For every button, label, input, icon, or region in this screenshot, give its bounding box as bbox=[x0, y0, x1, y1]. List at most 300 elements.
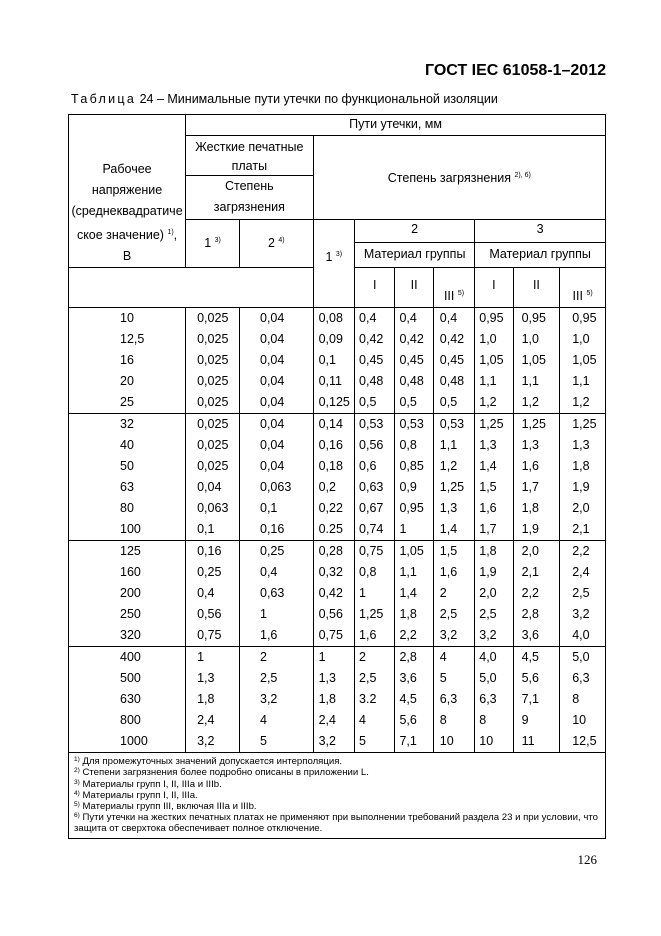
value-cell bbox=[186, 541, 240, 647]
creepage-value: 0,125 bbox=[318, 395, 350, 410]
creepage-value: 1,7 bbox=[521, 480, 539, 495]
creepage-value: 3,2 bbox=[197, 734, 215, 749]
creepage-value: 2,5 bbox=[572, 586, 590, 601]
creepage-value: 2,5 bbox=[359, 671, 377, 686]
creepage-value: 0,53 bbox=[359, 417, 384, 432]
creepage-value: 1,25 bbox=[521, 417, 546, 432]
creepage-value: 3,2 bbox=[318, 734, 336, 749]
value-cell bbox=[433, 647, 474, 753]
value-cell bbox=[313, 308, 354, 414]
mat-II-3: II bbox=[513, 268, 560, 308]
creepage-value: 6,3 bbox=[479, 692, 497, 707]
voltage-value: 100 bbox=[120, 522, 141, 537]
creepage-value: 0,4 bbox=[260, 565, 278, 580]
creepage-value: 0,25 bbox=[260, 544, 285, 559]
creepage-value: 0,4 bbox=[359, 311, 377, 326]
creepage-table bbox=[68, 114, 606, 839]
creepage-value: 5,0 bbox=[572, 650, 590, 665]
creepage-value: 1 bbox=[359, 586, 366, 601]
caption-text: 24 – Минимальные пути утечки по функциональной изоляции bbox=[136, 92, 498, 106]
voltage-value: 80 bbox=[120, 501, 134, 516]
voltage-value: 630 bbox=[120, 692, 141, 707]
creepage-value: 12,5 bbox=[572, 734, 597, 749]
value-cell bbox=[355, 308, 395, 414]
creepage-value: 0,4 bbox=[399, 311, 417, 326]
creepage-value: 0,18 bbox=[318, 459, 343, 474]
degree-3-header: 3 bbox=[475, 220, 606, 243]
creepage-value: 1 bbox=[260, 607, 267, 622]
creepage-value: 1,25 bbox=[572, 417, 597, 432]
creepage-value: 0,56 bbox=[197, 607, 222, 622]
creepage-value: 7,1 bbox=[399, 734, 417, 749]
creepage-value: 1,0 bbox=[572, 332, 590, 347]
value-cell bbox=[355, 414, 395, 541]
value-cell bbox=[240, 647, 314, 753]
creepage-value: 3,6 bbox=[521, 628, 539, 643]
creepage-value: 1 bbox=[197, 650, 205, 665]
creepage-value: 1,05 bbox=[479, 353, 504, 368]
mat-I-3: I bbox=[475, 268, 513, 308]
rigid-degree-line: Степень bbox=[186, 175, 312, 196]
footnote bbox=[74, 801, 602, 812]
creepage-value: 2,2 bbox=[399, 628, 417, 643]
creepage-value: 1,5 bbox=[479, 480, 497, 495]
creepage-value: 1,1 bbox=[439, 438, 458, 453]
voltage-label-line: Рабочее bbox=[102, 162, 152, 176]
creepage-value: 3,2 bbox=[572, 607, 590, 622]
voltage-value: 63 bbox=[120, 480, 134, 495]
voltage-header bbox=[69, 115, 186, 268]
creepage-value: 1,9 bbox=[572, 480, 590, 495]
footnote bbox=[74, 779, 602, 790]
footnote-text: Для промежуточных значений допускается интерполяция. bbox=[82, 756, 343, 768]
creepage-value: 0,95 bbox=[521, 311, 546, 326]
creepage-value: 3,2 bbox=[479, 628, 497, 643]
col-rigid-2: 2 $^{4)}$ bbox=[240, 220, 314, 268]
creepage-value: 0,8 bbox=[399, 438, 417, 453]
creepage-value: 5 bbox=[359, 734, 366, 749]
creepage-value: 1,1 bbox=[479, 374, 497, 389]
rigid-degree-line: загрязнения bbox=[213, 200, 285, 214]
footnote-number: 2) bbox=[74, 767, 80, 775]
value-cell bbox=[560, 414, 606, 541]
creepage-value: 5 bbox=[439, 671, 447, 686]
creepage-value: 0,25 bbox=[197, 565, 222, 580]
creepage-value: 2,8 bbox=[399, 650, 417, 665]
voltage-value: 250 bbox=[120, 607, 141, 622]
creepage-value: 2,1 bbox=[521, 565, 539, 580]
creepage-value: 0,025 bbox=[197, 417, 229, 432]
voltage-value: 125 bbox=[120, 544, 141, 559]
creepage-value: 6,3 bbox=[572, 671, 590, 686]
value-cell bbox=[313, 541, 354, 647]
value-cell bbox=[186, 647, 240, 753]
value-cell bbox=[395, 647, 433, 753]
rigid-boards-line: Жесткие печатные bbox=[195, 140, 304, 154]
creepage-value: 0,025 bbox=[197, 438, 229, 453]
creepage-value: 0,56 bbox=[359, 438, 384, 453]
creepage-value: 0,063 bbox=[260, 480, 292, 495]
creepage-value: 7,1 bbox=[521, 692, 539, 707]
voltage-value: 200 bbox=[120, 586, 141, 601]
value-cell bbox=[395, 308, 433, 414]
table-body bbox=[69, 308, 606, 753]
value-cell bbox=[433, 541, 474, 647]
creepage-value: 1,8 bbox=[399, 607, 417, 622]
value-cell bbox=[395, 541, 433, 647]
creepage-value: 2,8 bbox=[521, 607, 539, 622]
header-spacer bbox=[69, 268, 314, 308]
creepage-value: 1,2 bbox=[521, 395, 539, 410]
footnote-text: Пути утечки на жестких печатных платах не применяют при выполнении требований раздела 23 и при условии, что защита от сверхтока обеспечивает полное отключение. bbox=[74, 812, 598, 835]
creepage-value: 0,8 bbox=[359, 565, 377, 580]
voltage-cell bbox=[69, 414, 186, 541]
creepage-value: 0,45 bbox=[399, 353, 424, 368]
value-cell bbox=[560, 541, 606, 647]
value-cell bbox=[433, 414, 474, 541]
creepage-value: 0,04 bbox=[260, 311, 285, 326]
voltage-value: 20 bbox=[120, 374, 134, 389]
creepage-value: 1,0 bbox=[521, 332, 539, 347]
creepage-value: 5 bbox=[260, 734, 267, 749]
material-group-header-3: Материал группы bbox=[475, 243, 606, 268]
value-cell bbox=[560, 308, 606, 414]
creepage-value: 1 bbox=[399, 522, 407, 537]
creepage-value: 0,75 bbox=[197, 628, 222, 643]
footnote-number: 1) bbox=[74, 756, 80, 764]
creepage-value: 0,22 bbox=[318, 501, 343, 516]
creepage-value: 0,6 bbox=[359, 459, 377, 474]
voltage-label-line: ское значение) $^{1)}$, bbox=[76, 228, 178, 243]
creepage-value: 1,05 bbox=[572, 353, 597, 368]
value-cell bbox=[475, 541, 513, 647]
voltage-value: 25 bbox=[120, 395, 134, 410]
creepage-value: 0,4 bbox=[197, 586, 215, 601]
creepage-value: 1,8 bbox=[521, 501, 539, 516]
creepage-value: 1,6 bbox=[260, 628, 278, 643]
creepage-value: 1,8 bbox=[479, 544, 497, 559]
footnote bbox=[74, 812, 602, 834]
footnote bbox=[74, 767, 602, 778]
creepage-value: 1,8 bbox=[318, 692, 336, 707]
creepage-value: 0,04 bbox=[260, 353, 285, 368]
creepage-value: 1,25 bbox=[479, 417, 504, 432]
creepage-value: 1,9 bbox=[479, 565, 497, 580]
voltage-value: 500 bbox=[120, 671, 141, 686]
creepage-value: 9 bbox=[521, 713, 529, 728]
creepage-value: 0,85 bbox=[399, 459, 424, 474]
table-row-group bbox=[69, 647, 606, 753]
creepage-value: 1,7 bbox=[479, 522, 497, 537]
creepage-value: 2,4 bbox=[318, 713, 336, 728]
mat-III-2: III $^{5)}$ bbox=[433, 268, 474, 308]
creepage-value: 5,6 bbox=[521, 671, 539, 686]
creepage-value: 1,6 bbox=[479, 501, 497, 516]
creepage-value: 2,4 bbox=[572, 565, 590, 580]
creepage-value: 0,025 bbox=[197, 332, 229, 347]
document-standard-header: ГОСТ IEC 61058-1–2012 bbox=[424, 62, 606, 79]
voltage-value: 32 bbox=[120, 417, 134, 432]
rigid-boards-line: платы bbox=[231, 159, 268, 173]
value-cell bbox=[313, 647, 354, 753]
value-cell bbox=[560, 647, 606, 753]
creepage-value: 0,9 bbox=[399, 480, 417, 495]
creepage-value: 1,3 bbox=[479, 438, 497, 453]
creepage-value: 0,04 bbox=[260, 395, 285, 410]
creepage-value: 5,6 bbox=[399, 713, 417, 728]
creepage-value: 0,04 bbox=[260, 459, 285, 474]
value-cell bbox=[513, 308, 560, 414]
creepage-value: 1,3 bbox=[439, 501, 458, 516]
voltage-value: 12,5 bbox=[120, 332, 145, 347]
creepage-value: 8 bbox=[439, 713, 447, 728]
creepage-value: 0,063 bbox=[197, 501, 229, 516]
creepage-value: 1,3 bbox=[521, 438, 539, 453]
creepage-value: 0,95 bbox=[479, 311, 504, 326]
creepage-value: 1,2 bbox=[479, 395, 497, 410]
footnote-number: 5) bbox=[74, 800, 80, 808]
value-cell bbox=[313, 414, 354, 541]
value-cell bbox=[433, 308, 474, 414]
creepage-value: 0,63 bbox=[359, 480, 384, 495]
voltage-value: 16 bbox=[120, 353, 134, 368]
creepage-value: 1,25 bbox=[439, 480, 465, 495]
footnote-number: 6) bbox=[74, 812, 80, 820]
creepage-value: 0,04 bbox=[197, 480, 222, 495]
mat-I-2: I bbox=[355, 268, 395, 308]
creepage-value: 0,53 bbox=[399, 417, 424, 432]
creepage-value: 0,45 bbox=[439, 353, 465, 368]
material-group-header-2: Материал группы bbox=[355, 243, 475, 268]
value-cell bbox=[240, 414, 314, 541]
value-cell bbox=[355, 647, 395, 753]
creepage-value: 4,0 bbox=[479, 650, 497, 665]
creepage-value: 0,32 bbox=[318, 565, 343, 580]
creepage-value: 0,04 bbox=[260, 417, 285, 432]
creepage-value: 2,5 bbox=[260, 671, 278, 686]
mat-III-3: III $^{5)}$ bbox=[560, 268, 606, 308]
voltage-value: 40 bbox=[120, 438, 134, 453]
creepage-value: 0,42 bbox=[439, 332, 465, 347]
creepage-value: 10 bbox=[572, 713, 587, 728]
value-cell bbox=[240, 541, 314, 647]
creepage-value: 0,1 bbox=[260, 501, 278, 516]
creepage-value: 1,3 bbox=[572, 438, 590, 453]
creepage-value: 6,3 bbox=[439, 692, 458, 707]
voltage-label-line: (среднеквадратиче bbox=[71, 204, 183, 218]
creepage-value: 5,0 bbox=[479, 671, 497, 686]
creepage-value: 1,4 bbox=[439, 522, 458, 537]
creepage-value: 0,63 bbox=[260, 586, 285, 601]
creepage-value: 1,05 bbox=[399, 544, 424, 559]
creepage-value: 0,48 bbox=[439, 374, 465, 389]
creepage-value: 1 bbox=[318, 650, 326, 665]
creepage-value: 0,4 bbox=[439, 311, 458, 326]
creepage-value: 0,42 bbox=[399, 332, 424, 347]
table-row-group bbox=[69, 414, 606, 541]
creepage-value: 0,5 bbox=[439, 395, 458, 410]
creepage-value: 0,42 bbox=[359, 332, 384, 347]
caption-word: Таблица bbox=[71, 92, 137, 106]
creepage-header: Пути утечки, мм bbox=[186, 115, 606, 136]
creepage-value: 0,025 bbox=[197, 374, 229, 389]
creepage-value: 0,53 bbox=[439, 417, 465, 432]
table-row-group bbox=[69, 308, 606, 414]
creepage-value: 1,25 bbox=[359, 607, 384, 622]
creepage-value: 2,5 bbox=[439, 607, 458, 622]
creepage-value: 4,5 bbox=[399, 692, 417, 707]
creepage-value: 3,6 bbox=[399, 671, 417, 686]
creepage-value: 0,16 bbox=[260, 522, 285, 537]
creepage-value: 2,1 bbox=[572, 522, 590, 537]
creepage-value: 8 bbox=[572, 692, 580, 707]
creepage-value: 11 bbox=[521, 734, 535, 749]
degree-2-header: 2 bbox=[355, 220, 475, 243]
creepage-value: 8 bbox=[479, 713, 487, 728]
voltage-cell bbox=[69, 541, 186, 647]
voltage-label-line: В bbox=[122, 249, 132, 264]
footnotes bbox=[69, 753, 606, 838]
creepage-value: 0,48 bbox=[399, 374, 424, 389]
voltage-value: 320 bbox=[120, 628, 141, 643]
creepage-value: 3,2 bbox=[439, 628, 458, 643]
creepage-value: 0,16 bbox=[318, 438, 343, 453]
creepage-value: 1,2 bbox=[572, 395, 590, 410]
value-cell bbox=[186, 414, 240, 541]
creepage-value: 0,2 bbox=[318, 480, 336, 495]
pollution-degree-header: Степень загрязнения $^{2), 6)}$ bbox=[313, 136, 605, 220]
creepage-value: 0,025 bbox=[197, 311, 229, 326]
voltage-value: 1000 bbox=[120, 734, 148, 749]
creepage-value: 10 bbox=[479, 734, 494, 749]
creepage-value: 4 bbox=[359, 713, 366, 728]
creepage-value: 3.2 bbox=[359, 692, 377, 707]
creepage-value: 0,5 bbox=[399, 395, 417, 410]
creepage-value: 1,6 bbox=[439, 565, 458, 580]
footnote-text: Материалы групп I, II, IIIa и IIIb. bbox=[82, 778, 222, 790]
creepage-value: 2 bbox=[359, 650, 366, 665]
creepage-value: 1,3 bbox=[197, 671, 215, 686]
creepage-value: 1,2 bbox=[439, 459, 458, 474]
value-cell bbox=[395, 414, 433, 541]
creepage-value: 1,6 bbox=[521, 459, 539, 474]
creepage-value: 1,1 bbox=[572, 374, 590, 389]
creepage-value: 0,95 bbox=[399, 501, 424, 516]
value-cell bbox=[513, 414, 560, 541]
creepage-value: 0,11 bbox=[318, 374, 342, 389]
creepage-value: 0,28 bbox=[318, 544, 343, 559]
creepage-value: 1,9 bbox=[521, 522, 539, 537]
col-degree-1: 1 $^{3)}$ bbox=[313, 220, 354, 308]
creepage-value: 1,05 bbox=[521, 353, 546, 368]
creepage-value: 1,8 bbox=[572, 459, 590, 474]
value-cell bbox=[513, 647, 560, 753]
voltage-value: 800 bbox=[120, 713, 141, 728]
creepage-value: 0,16 bbox=[197, 544, 222, 559]
voltage-label-line: напряжение bbox=[91, 183, 163, 197]
rigid-boards-header bbox=[186, 136, 313, 220]
creepage-value: 1,1 bbox=[399, 565, 417, 580]
table-caption bbox=[71, 92, 498, 106]
value-cell bbox=[475, 308, 513, 414]
creepage-value: 1,0 bbox=[479, 332, 497, 347]
value-cell bbox=[186, 308, 240, 414]
footnote-number: 3) bbox=[74, 778, 80, 786]
creepage-value: 0,04 bbox=[260, 332, 285, 347]
creepage-value: 2,4 bbox=[197, 713, 215, 728]
creepage-value: 0,67 bbox=[359, 501, 384, 516]
creepage-value: 0,5 bbox=[359, 395, 377, 410]
creepage-value: 0,025 bbox=[197, 353, 229, 368]
creepage-value: 3,2 bbox=[260, 692, 278, 707]
creepage-value: 2 bbox=[260, 650, 267, 665]
creepage-value: 1,4 bbox=[479, 459, 497, 474]
creepage-value: 0,56 bbox=[318, 607, 343, 622]
value-cell bbox=[475, 414, 513, 541]
voltage-value: 400 bbox=[120, 650, 141, 665]
page-number: 126 bbox=[577, 852, 597, 867]
creepage-value: 2,0 bbox=[572, 501, 590, 516]
creepage-value: 0,04 bbox=[260, 374, 285, 389]
creepage-value: 1,6 bbox=[359, 628, 377, 643]
creepage-value: 0,09 bbox=[318, 332, 343, 347]
footnote-text: Материалы групп I, II, IIIa. bbox=[82, 789, 198, 801]
footnote bbox=[74, 756, 602, 767]
creepage-value: 2,2 bbox=[572, 544, 590, 559]
voltage-value: 10 bbox=[120, 311, 134, 326]
creepage-value: 0,75 bbox=[359, 544, 384, 559]
creepage-value: 1,5 bbox=[439, 544, 458, 559]
col-rigid-1: 1 $^{3)}$ bbox=[186, 220, 240, 268]
creepage-value: 0,48 bbox=[359, 374, 384, 389]
creepage-value: 2 bbox=[439, 586, 447, 601]
value-cell bbox=[513, 541, 560, 647]
creepage-value: 0,08 bbox=[318, 311, 343, 326]
value-cell bbox=[355, 541, 395, 647]
creepage-value: 0,1 bbox=[197, 522, 215, 537]
footnote-text: Степени загрязнения более подробно описаны в приложении L. bbox=[82, 767, 369, 779]
footnote-number: 4) bbox=[74, 789, 80, 797]
creepage-value: 2,2 bbox=[521, 586, 539, 601]
creepage-value: 2,0 bbox=[479, 586, 497, 601]
creepage-value: 2,5 bbox=[479, 607, 497, 622]
mat-II-2: II bbox=[395, 268, 433, 308]
footnote bbox=[74, 790, 602, 801]
voltage-value: 160 bbox=[120, 565, 141, 580]
creepage-value: 0,74 bbox=[359, 522, 384, 537]
creepage-value: 1,1 bbox=[521, 374, 539, 389]
table-row-group bbox=[69, 541, 606, 647]
creepage-value: 4 bbox=[260, 713, 267, 728]
creepage-value: 4,0 bbox=[572, 628, 590, 643]
voltage-cell bbox=[69, 308, 186, 414]
creepage-value: 0,025 bbox=[197, 459, 229, 474]
voltage-cell bbox=[69, 647, 186, 753]
creepage-value: 0,025 bbox=[197, 395, 229, 410]
value-cell bbox=[475, 647, 513, 753]
creepage-value: 0,04 bbox=[260, 438, 285, 453]
creepage-value: 4,5 bbox=[521, 650, 539, 665]
creepage-value: 1,4 bbox=[399, 586, 417, 601]
value-cell bbox=[240, 308, 314, 414]
creepage-value: 0,42 bbox=[318, 586, 343, 601]
footnote-text: Материалы групп III, включая IIIa и IIIb. bbox=[82, 800, 257, 812]
creepage-value: 0,14 bbox=[318, 417, 343, 432]
creepage-value: 10 bbox=[439, 734, 454, 749]
creepage-value: 0,45 bbox=[359, 353, 384, 368]
creepage-value: 0.25 bbox=[318, 522, 343, 537]
creepage-value: 0,75 bbox=[318, 628, 343, 643]
